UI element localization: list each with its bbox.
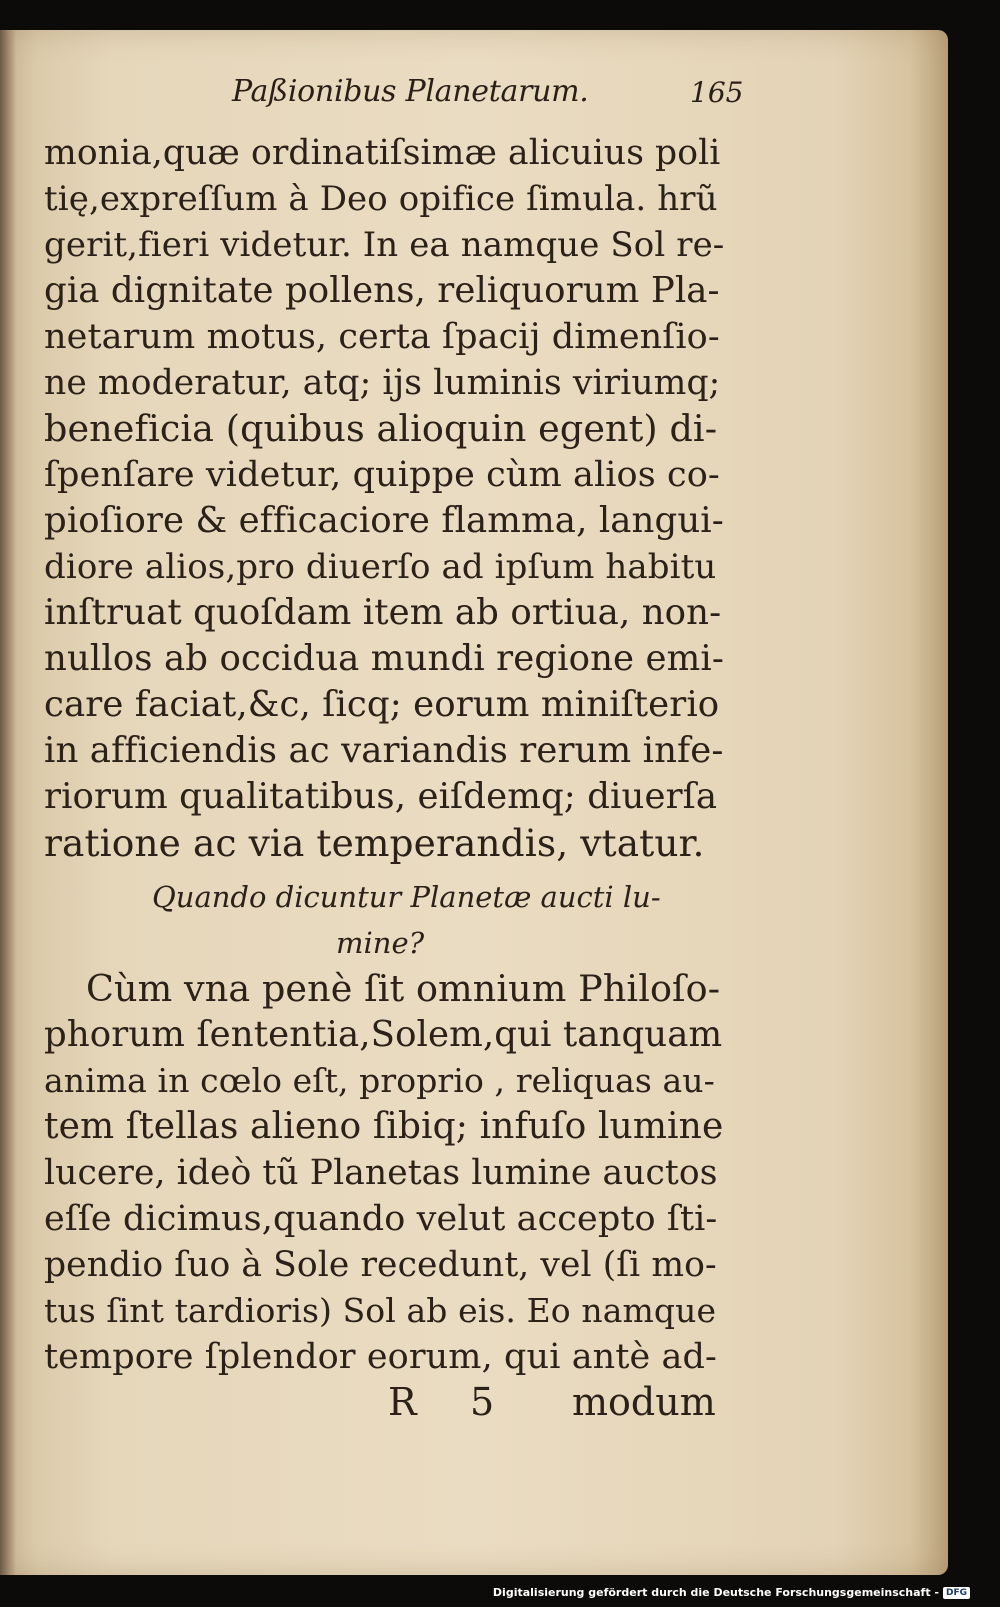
text-line: ratione ac via temperandis, vtatur.	[44, 821, 705, 865]
signature-mark: R	[388, 1380, 417, 1424]
text-line: eſſe dicimus,quando velut accepto ſti-	[44, 1199, 718, 1239]
text-line: Cùm vna penè ſit omnium Philoſo-	[86, 967, 721, 1010]
text-line: in afficiendis ac variandis rerum infe-	[44, 730, 724, 771]
catchword: modum	[572, 1380, 716, 1424]
text-line: lucere, ideò tũ Planetas lumine auctos	[44, 1153, 718, 1193]
text-line: diore alios,pro diuerſo ad ipſum habitu	[44, 547, 717, 587]
digitization-footer	[493, 1586, 970, 1599]
text-line: pioſiore & efficaciore flamma, langui-	[44, 500, 724, 541]
text-line: inſtruat quoſdam item ab ortiua, non-	[44, 592, 722, 633]
text-line: tempore ſplendor eorum, qui antè ad-	[44, 1337, 717, 1377]
text-line: beneficia (quibus alioquin egent) di-	[44, 407, 718, 450]
text-line: pendio ſuo à Sole recedunt, vel (ſi mo-	[44, 1245, 717, 1285]
heading-line: Quando dicuntur Planetæ aucti lu-	[152, 880, 661, 914]
signature-number: 5	[470, 1380, 495, 1424]
running-head	[0, 74, 948, 124]
text-line: gia dignitate pollens, reliquorum Pla-	[44, 270, 720, 311]
book-spine	[0, 30, 16, 1575]
text-line: nullos ab occidua mundi regione emi-	[44, 638, 724, 679]
page-number: 165	[690, 76, 744, 109]
text-line: monia,quæ ordinatiſsimæ alicuius poli	[44, 133, 721, 173]
text-line: netarum motus, certa ſpacij dimenſio-	[44, 317, 720, 357]
text-line: tem ſtellas alieno ſibiq; infuſo lumine	[44, 1106, 724, 1147]
heading-line: mine?	[336, 926, 425, 960]
running-head-title: Paßionibus Planetarum.	[232, 74, 589, 109]
funding-credit: Digitalisierung gefördert durch die Deutsche Forschungsgemeinschaft -	[492, 1586, 939, 1599]
text-line: ſpenſare videtur, quippe cùm alios co-	[44, 455, 720, 495]
text-line: phorum ſententia,Solem,qui tanquam	[44, 1014, 723, 1055]
text-line: ne moderatur, atq; ijs luminis viriumq;	[44, 363, 721, 403]
dfg-logo: DFG	[943, 1587, 970, 1599]
text-line: tus ſint tardioris) Sol ab eis. Eo namque	[44, 1291, 717, 1330]
text-line: riorum qualitatibus, eiſdemq; diuerſa	[44, 776, 718, 817]
text-line: gerit,fieri videtur. In ea namque Sol re-	[44, 225, 725, 265]
text-line: tię,expreſſum à Deo opifice ſimula. hrũ	[44, 179, 718, 219]
text-line: anima in cœlo eſt, proprio , reliquas au-	[44, 1061, 715, 1100]
text-line: care faciat,&c, ſicq; eorum miniſterio	[44, 684, 720, 725]
